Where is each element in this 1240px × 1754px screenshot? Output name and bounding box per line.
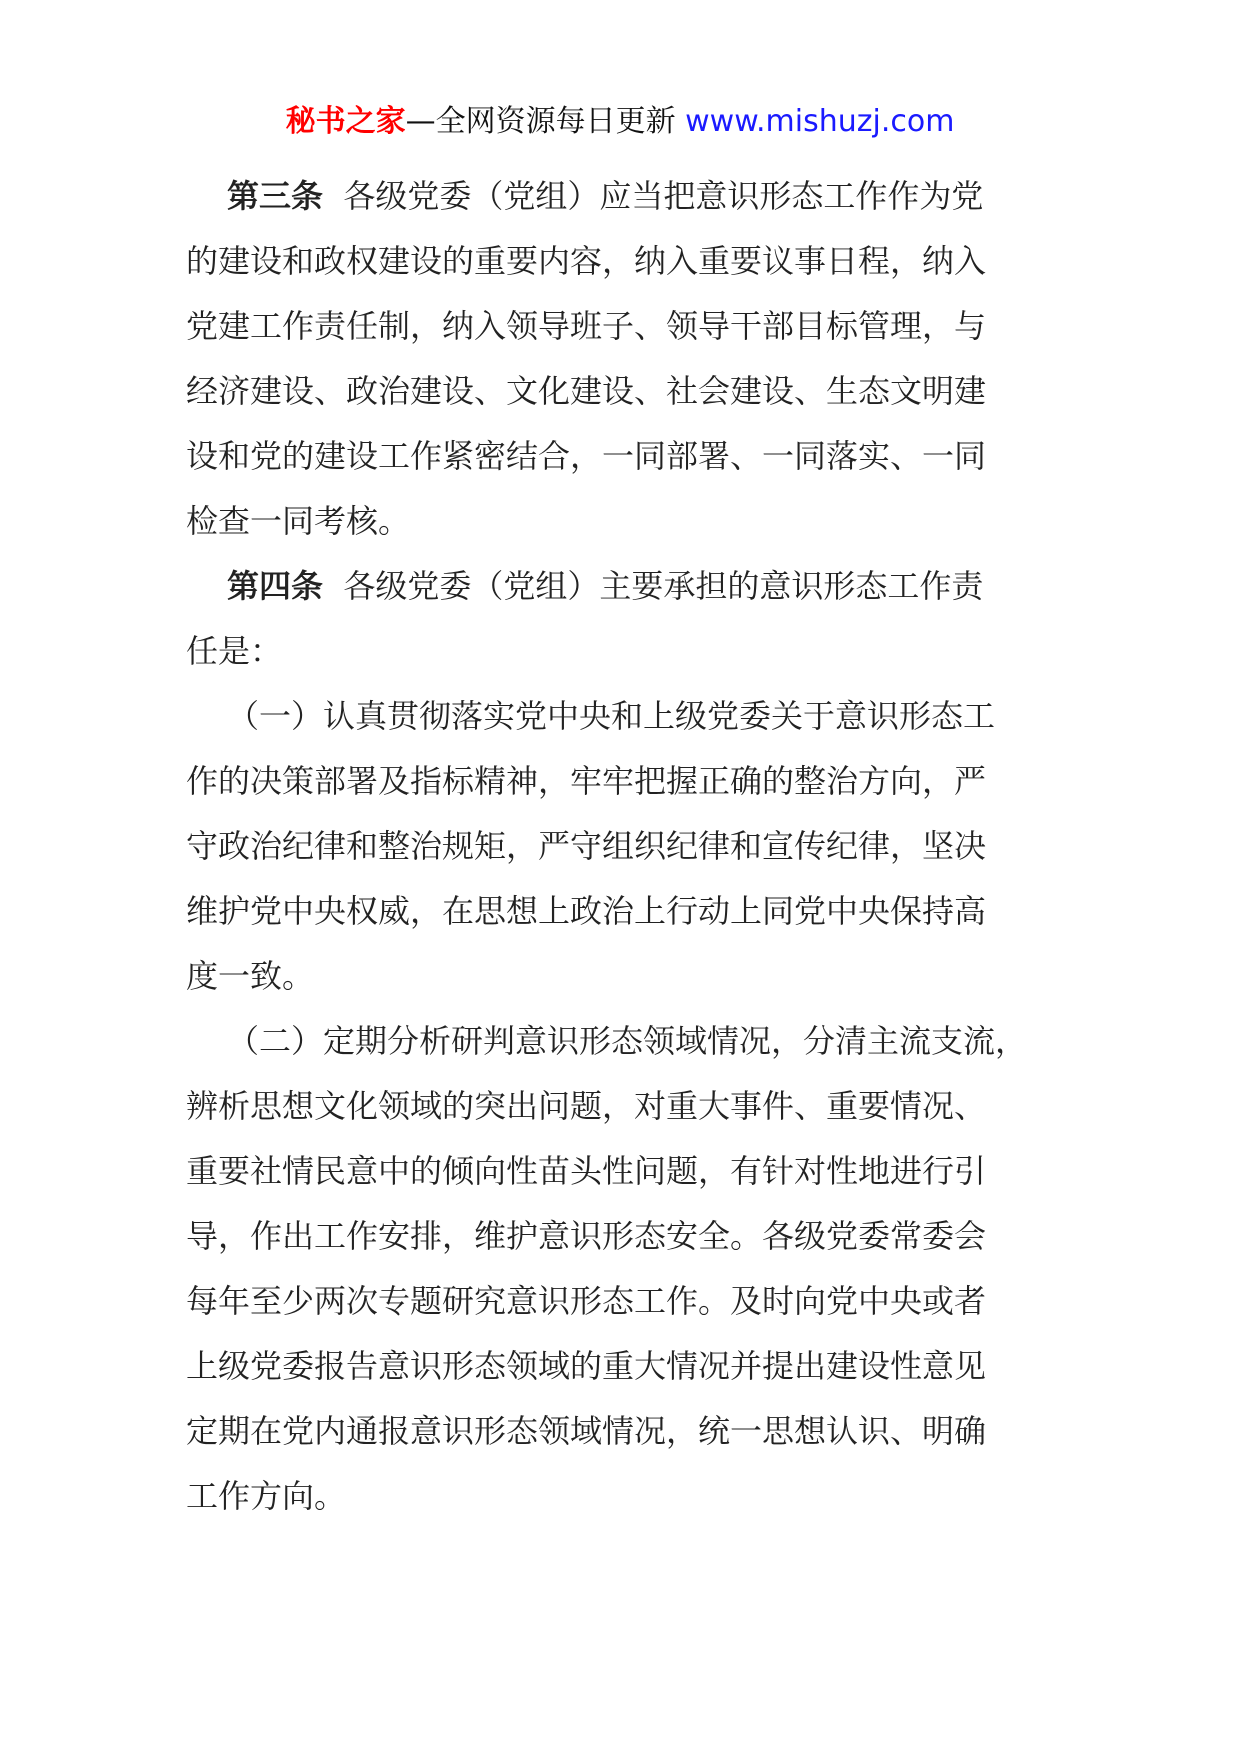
- item-1-line-1: （一）认真贯彻落实党中央和上级党委关于意识形态工: [227, 697, 996, 735]
- item-2-line-3: 重要社情民意中的倾向性苗头性问题，有针对性地进行引: [186, 1152, 987, 1190]
- article-4-number: 第四条: [227, 567, 324, 605]
- item-1-line-4: 维护党中央权威，在思想上政治上行动上同党中央保持高: [186, 892, 987, 930]
- site-header: [0, 100, 1240, 144]
- article-4-text: 各级党委（党组）主要承担的意识形态工作责: [343, 567, 984, 605]
- site-url-link[interactable]: www.mishuzj.com: [685, 104, 955, 139]
- article-3-line-5: 设和党的建设工作紧密结合，一同部署、一同落实、一同: [186, 437, 987, 475]
- article-3-line-4: 经济建设、政治建设、文化建设、社会建设、生态文明建: [186, 372, 987, 410]
- item-2-line-2: 辨析思想文化领域的突出问题，对重大事件、重要情况、: [186, 1087, 987, 1125]
- brand-name: 秘书之家: [285, 104, 406, 139]
- article-3-line-6: 检查一同考核。: [186, 502, 411, 540]
- article-4-line-2: 任是：: [186, 632, 283, 670]
- article-4-line-1: [186, 554, 1056, 619]
- item-1-line-3: 守政治纪律和整治规矩，严守组织纪律和宣传纪律，坚决: [186, 827, 987, 865]
- item-2-line-5: 每年至少两次专题研究意识形态工作。及时向党中央或者: [186, 1282, 987, 1320]
- item-2-line-8: 工作方向。: [186, 1477, 347, 1515]
- item-1-line-5: 度一致。: [186, 957, 315, 995]
- item-2-line-4: 导，作出工作安排，维护意识形态安全。各级党委常委会: [186, 1217, 987, 1255]
- header-tagline: —全网资源每日更新: [405, 104, 686, 139]
- document-body: [186, 164, 1056, 1529]
- item-2-line-1: （二）定期分析研判意识形态领域情况，分清主流支流，: [227, 1022, 1028, 1060]
- item-2-line-7: 定期在党内通报意识形态领域情况，统一思想认识、明确: [186, 1412, 987, 1450]
- article-3-line-2: 的建设和政权建设的重要内容，纳入重要议事日程，纳入: [186, 242, 987, 280]
- article-3-number: 第三条: [227, 177, 324, 215]
- article-3-text: 各级党委（党组）应当把意识形态工作作为党: [343, 177, 984, 215]
- article-3-line-1: [186, 164, 1056, 229]
- item-1-line-2: 作的决策部署及指标精神，牢牢把握正确的整治方向，严: [186, 762, 987, 800]
- item-2-line-6: 上级党委报告意识形态领域的重大情况并提出建设性意见: [186, 1347, 987, 1385]
- article-3-line-3: 党建工作责任制，纳入领导班子、领导干部目标管理，与: [186, 307, 987, 345]
